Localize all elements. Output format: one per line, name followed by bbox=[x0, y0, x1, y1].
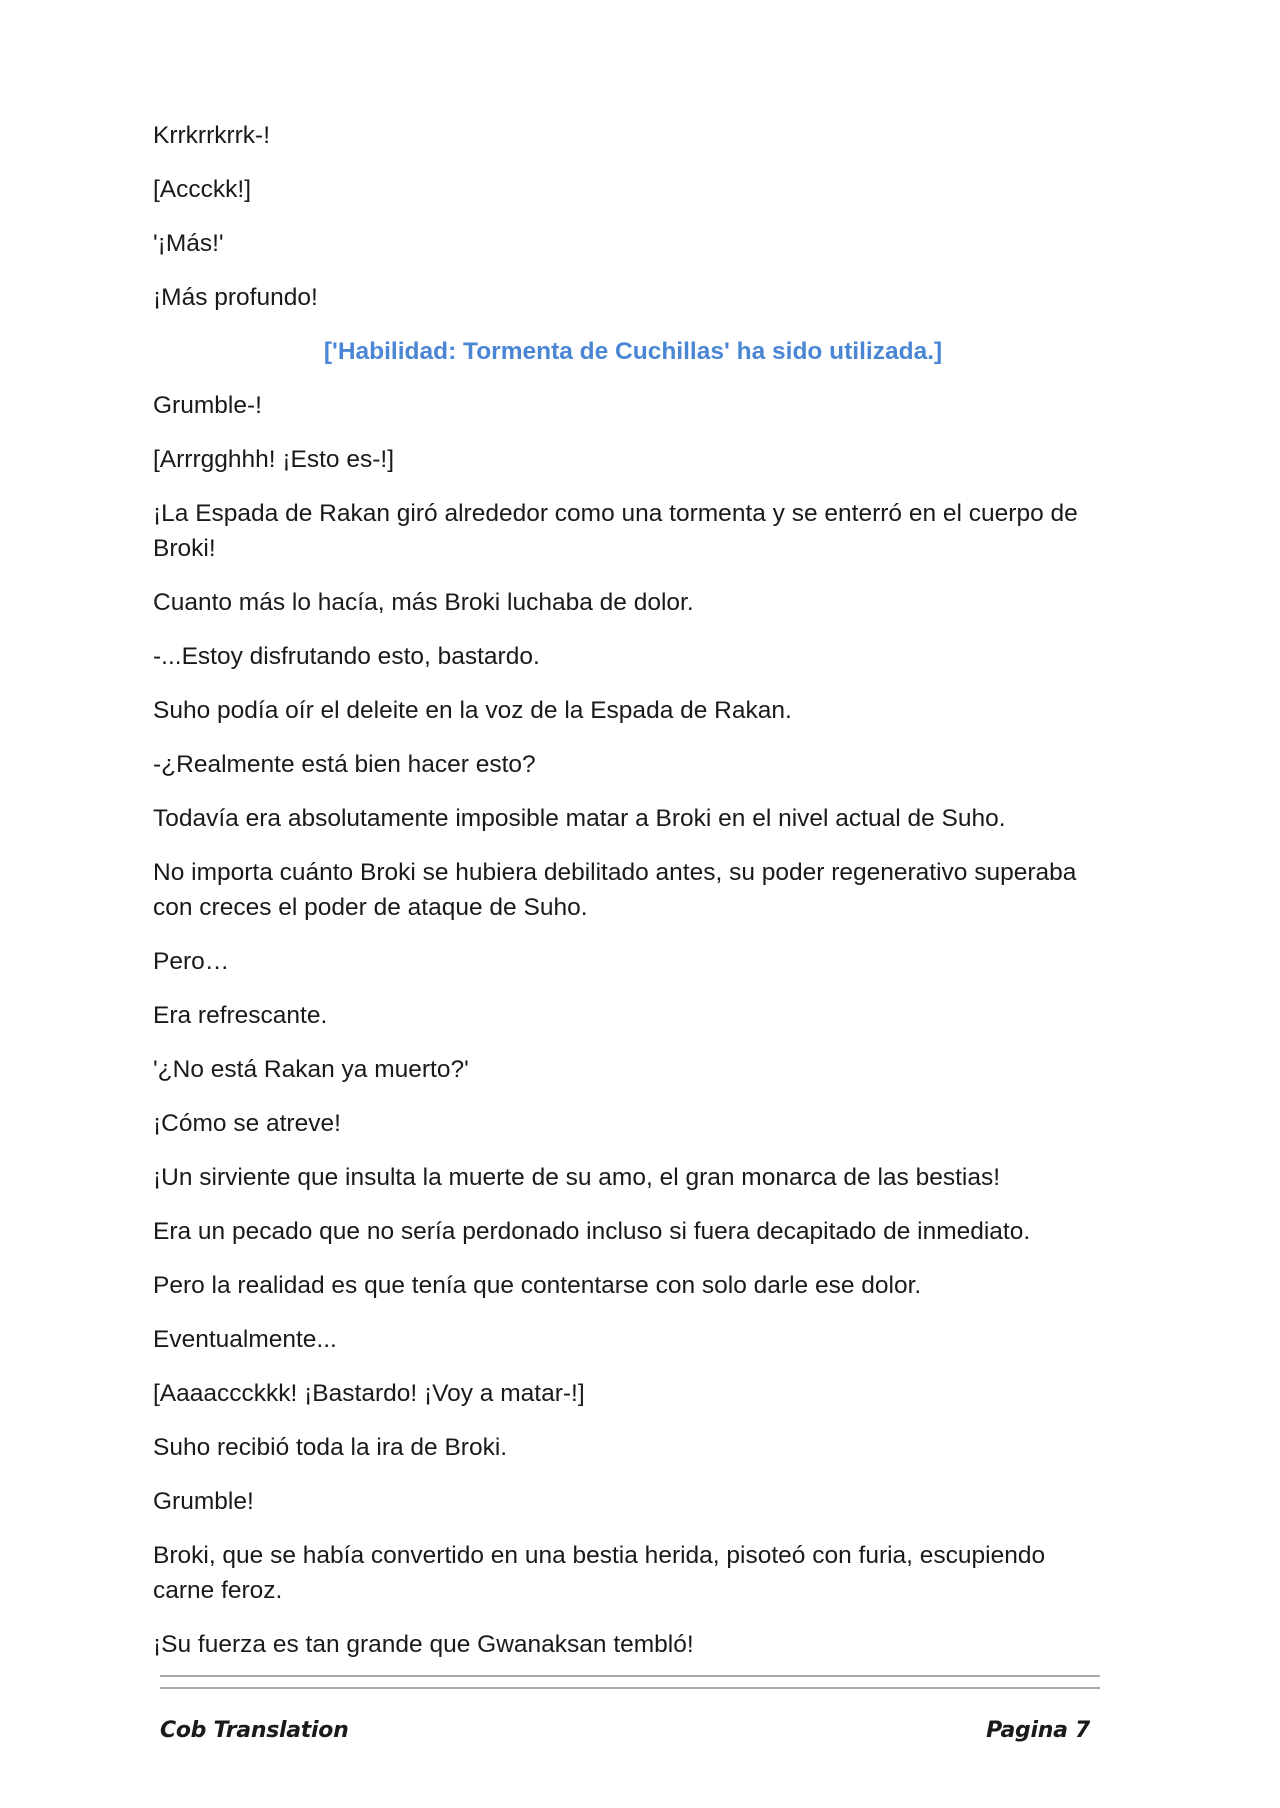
paragraph: ¡Cómo se atreve! bbox=[153, 1110, 341, 1137]
paragraph: [Accckk!] bbox=[153, 176, 252, 203]
paragraph: Grumble! bbox=[153, 1488, 254, 1515]
paragraph: Todavía era absolutamente imposible matar a Broki en el nivel actual de Suho. bbox=[153, 805, 1006, 832]
footer-divider-bottom bbox=[160, 1687, 1100, 1689]
footer-page-number: Pagina 7 bbox=[986, 1718, 1090, 1743]
paragraph: ¡Un sirviente que insulta la muerte de su amo, el gran monarca de las bestias! bbox=[153, 1164, 1001, 1191]
paragraph: Suho podía oír el deleite en la voz de la Espada de Rakan. bbox=[153, 697, 792, 724]
paragraph: ¡Su fuerza es tan grande que Gwanaksan tembló! bbox=[153, 1631, 694, 1658]
paragraph: Era refrescante. bbox=[153, 1002, 328, 1029]
footer-translator-credit: Cob Translation bbox=[160, 1718, 349, 1743]
paragraph: Cuanto más lo hacía, más Broki luchaba de dolor. bbox=[153, 589, 694, 616]
paragraph: Era un pecado que no sería perdonado incluso si fuera decapitado de inmediato. bbox=[153, 1218, 1031, 1245]
paragraph: ¡Más profundo! bbox=[153, 284, 318, 311]
paragraph: Pero la realidad es que tenía que contentarse con solo darle ese dolor. bbox=[153, 1272, 922, 1299]
document-body bbox=[153, 118, 1113, 1681]
paragraph: [Aaaaccckkk! ¡Bastardo! ¡Voy a matar-!] bbox=[153, 1380, 585, 1407]
footer-divider-top bbox=[160, 1675, 1100, 1677]
paragraph: Suho recibió toda la ira de Broki. bbox=[153, 1434, 508, 1461]
paragraph: No importa cuánto Broki se hubiera debilitado antes, su poder regenerativo superaba con creces el poder de ataque de Suho. bbox=[153, 859, 1084, 921]
paragraph: '¿No está Rakan ya muerto?' bbox=[153, 1056, 469, 1083]
paragraph: Eventualmente... bbox=[153, 1326, 337, 1353]
paragraph: -¿Realmente está bien hacer esto? bbox=[153, 751, 536, 778]
paragraph: Krrkrrkrrk-! bbox=[153, 122, 271, 149]
paragraph: [Arrrgghhh! ¡Esto es-!] bbox=[153, 446, 395, 473]
paragraph: Broki, que se había convertido en una bestia herida, pisoteó con furia, escupiendo carne feroz. bbox=[153, 1542, 1052, 1604]
paragraph: -...Estoy disfrutando esto, bastardo. bbox=[153, 643, 540, 670]
system-message: ['Habilidad: Tormenta de Cuchillas' ha sido utilizada.] bbox=[323, 338, 943, 365]
paragraph: '¡Más!' bbox=[153, 230, 224, 257]
paragraph: Pero… bbox=[153, 948, 230, 975]
paragraph: Grumble-! bbox=[153, 392, 262, 419]
paragraph: ¡La Espada de Rakan giró alrededor como una tormenta y se enterró en el cuerpo de Broki! bbox=[153, 500, 1085, 562]
